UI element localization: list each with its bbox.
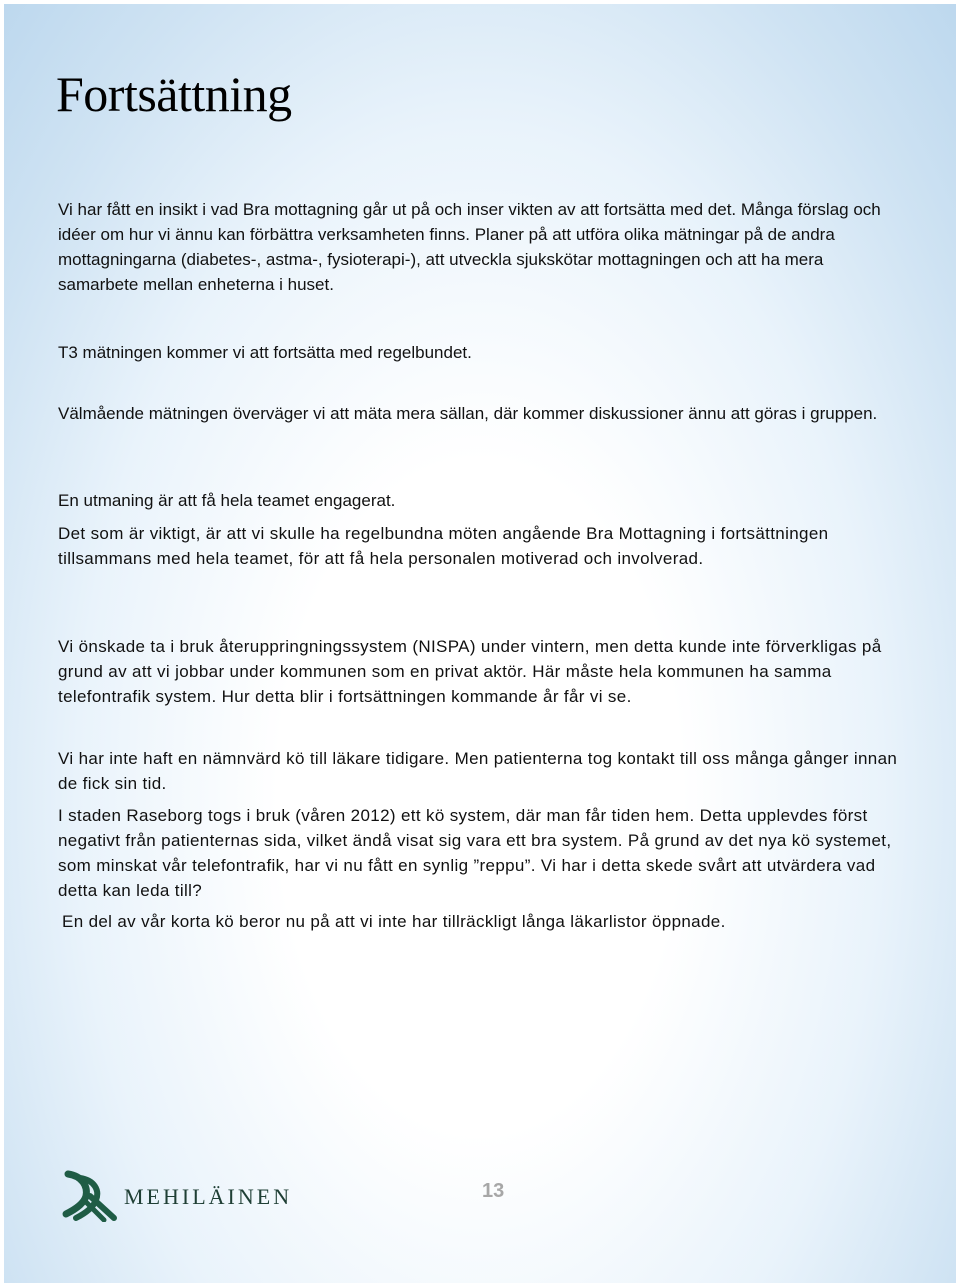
paragraph-challenge: En utmaning är att få hela teamet engagerat. bbox=[58, 491, 396, 510]
paragraph-meetings: Det som är viktigt, är att vi skulle ha regelbundna möten angående Bra Mottagning i fortsättningen tillsammans med hela teamet, för att få hela personalen motiverad och involverad. bbox=[58, 524, 829, 568]
page-number: 13 bbox=[482, 1180, 505, 1202]
paragraph-insight: Vi har fått en insikt i vad Bra mottagning går ut på och inser vikten av att fortsätta med det. Många förslag och idéer om hur vi ännu kan förbättra verksamheten finns. Planer på att utföra olika mätningar på de andra mottagningarna (diabetes-, astma-, fysioterapi-), att utveckla sjukskötar mottagningen och att ha mera samarbete mellan enheterna i huset. bbox=[58, 200, 881, 294]
paragraph-queue: Vi har inte haft en nämnvärd kö till läkare tidigare. Men patienterna tog kontakt till oss många gånger innan de fick sin tid. bbox=[58, 749, 898, 793]
document-page bbox=[4, 4, 956, 1283]
paragraph-nispa: Vi önskade ta i bruk återuppringningssystem (NISPA) under vintern, men detta kunde inte förverkligas på grund av att vi jobbar under kommunen som en privat aktör. Här måste hela kommunen ha samma telefontrafik system. Hur detta blir i fortsättningen kommande år får vi se. bbox=[58, 637, 882, 706]
paragraph-doctor-lists: En del av vår korta kö beror nu på att vi inte har tillräckligt långa läkarlistor öppnade. bbox=[62, 912, 726, 931]
paragraph-wellbeing: Välmående mätningen överväger vi att mäta mera sällan, där kommer diskussioner ännu att göras i gruppen. bbox=[58, 404, 878, 423]
paragraph-t3: T3 mätningen kommer vi att fortsätta med regelbundet. bbox=[58, 343, 472, 362]
page-title: Fortsättning bbox=[56, 66, 292, 122]
mehilainen-logo bbox=[60, 1170, 320, 1222]
logo-wordmark: MEHILÄINEN bbox=[124, 1184, 293, 1209]
mehilainen-logo-icon bbox=[60, 1170, 120, 1222]
paragraph-raseborg: I staden Raseborg togs i bruk (våren 2012) ett kö system, där man får tiden hem. Detta upplevdes först negativt från patienternas sida, vilket ändå visat sig vara ett bra system. På grund av det nya kö systemet, som minskat vår telefontrafik, har vi nu fått en synlig ”reppu”. Vi har i detta skede svårt att utvärdera vad detta kan leda till? bbox=[58, 806, 892, 900]
